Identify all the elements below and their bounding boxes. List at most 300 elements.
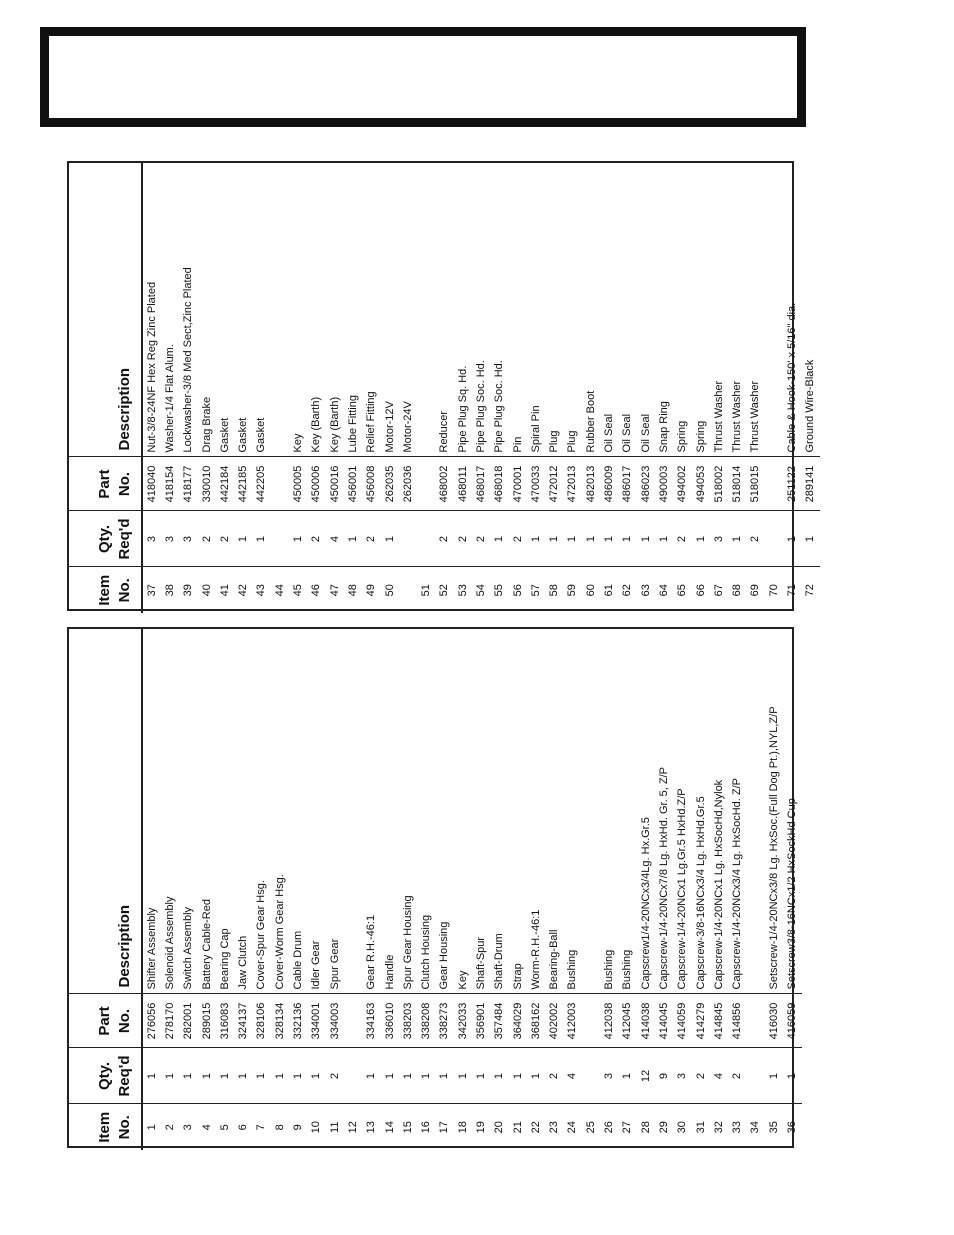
cell-qty-reqd: 2 bbox=[729, 1048, 747, 1104]
cell-description bbox=[765, 163, 783, 457]
table-row bbox=[747, 629, 765, 1150]
cell-description: Key (Barth) bbox=[328, 396, 341, 453]
cell-description: Ground Wire-Black bbox=[804, 359, 817, 453]
cell-item-no: 40 bbox=[198, 567, 216, 613]
cell-item-no: 11 bbox=[326, 1104, 344, 1150]
cell-item-no: 44 bbox=[271, 567, 289, 613]
cell-qty-reqd: 1 bbox=[491, 1048, 509, 1104]
cell-part-no: 494002 bbox=[674, 457, 692, 511]
cell-qty-reqd: 1 bbox=[399, 1048, 417, 1104]
cell-item-no: 69 bbox=[747, 567, 765, 613]
cell-qty-reqd bbox=[747, 1048, 765, 1104]
cell-qty-reqd: 1 bbox=[509, 1048, 527, 1104]
table-row bbox=[765, 629, 783, 1150]
cell-qty-reqd: 2 bbox=[363, 511, 381, 567]
table-row bbox=[472, 629, 490, 1150]
table-row bbox=[729, 629, 747, 1150]
header-qty: Qty. Req'd bbox=[69, 1048, 142, 1104]
table-row bbox=[765, 163, 783, 613]
cell-part-no bbox=[271, 457, 289, 511]
cell-qty-reqd: 1 bbox=[527, 511, 545, 567]
cell-part-no: 316083 bbox=[216, 994, 234, 1048]
table-row bbox=[381, 163, 399, 613]
parts-table-right bbox=[67, 161, 817, 611]
cell-qty-reqd: 1 bbox=[161, 1048, 179, 1104]
cell-qty-reqd: 2 bbox=[454, 511, 472, 567]
cell-item-no: 48 bbox=[344, 567, 362, 613]
cell-qty-reqd: 1 bbox=[765, 1048, 783, 1104]
table-row bbox=[729, 163, 747, 613]
cell-item-no: 6 bbox=[234, 1104, 252, 1150]
table-row bbox=[289, 163, 307, 613]
cell-description: Lockwasher-3/8 Med Sect,Zinc Plated bbox=[182, 267, 195, 453]
cell-item-no: 8 bbox=[271, 1104, 289, 1150]
cell-description: Clutch Housing bbox=[420, 914, 433, 990]
table-row bbox=[802, 163, 820, 613]
cell-part-no: 482013 bbox=[582, 457, 600, 511]
cell-description: Pipe Plug Sq. Hd. bbox=[456, 365, 469, 453]
cell-description: Cable & Hook-150' x 5/16" dia. bbox=[786, 302, 799, 453]
cell-item-no: 15 bbox=[399, 1104, 417, 1150]
cell-qty-reqd: 2 bbox=[546, 1048, 564, 1104]
table-row bbox=[527, 629, 545, 1150]
header-item: Item No. bbox=[69, 1104, 142, 1150]
cell-item-no: 25 bbox=[582, 1104, 600, 1150]
table-row bbox=[344, 629, 362, 1150]
table-row bbox=[783, 629, 801, 1150]
table-row bbox=[692, 163, 710, 613]
cell-item-no: 67 bbox=[710, 567, 728, 613]
cell-part-no: 490003 bbox=[655, 457, 673, 511]
cell-item-no: 26 bbox=[600, 1104, 618, 1150]
cell-qty-reqd: 1 bbox=[783, 511, 801, 567]
cell-item-no: 3 bbox=[180, 1104, 198, 1150]
table-row bbox=[234, 629, 252, 1150]
header-qty: Qty. Req'd bbox=[69, 511, 142, 567]
cell-part-no: 518014 bbox=[729, 457, 747, 511]
cell-part-no: 324137 bbox=[234, 994, 252, 1048]
cell-part-no: 456008 bbox=[363, 457, 381, 511]
cell-description: Setscrew3/8-16NCx1/2 HxSockHd Cup bbox=[786, 798, 799, 990]
cell-part-no bbox=[747, 994, 765, 1048]
cell-part-no: 442205 bbox=[253, 457, 271, 511]
cell-qty-reqd: 1 bbox=[472, 1048, 490, 1104]
cell-part-no: 414845 bbox=[710, 994, 728, 1048]
table-row bbox=[363, 629, 381, 1150]
cell-part-no: 338208 bbox=[417, 994, 435, 1048]
table-row bbox=[253, 629, 271, 1150]
cell-description: Gasket bbox=[255, 417, 268, 453]
cell-qty-reqd: 2 bbox=[747, 511, 765, 567]
cell-item-no: 23 bbox=[546, 1104, 564, 1150]
cell-item-no: 72 bbox=[802, 567, 820, 613]
cell-qty-reqd bbox=[582, 1048, 600, 1104]
cell-item-no: 13 bbox=[363, 1104, 381, 1150]
cell-part-no: 262036 bbox=[399, 457, 417, 511]
cell-qty-reqd: 1 bbox=[491, 511, 509, 567]
cell-part-no: 518015 bbox=[747, 457, 765, 511]
table-row bbox=[600, 163, 618, 613]
cell-part-no: 342033 bbox=[454, 994, 472, 1048]
cell-description bbox=[582, 629, 600, 994]
header-part: Part No. bbox=[69, 994, 142, 1048]
cell-part-no: 450006 bbox=[308, 457, 326, 511]
table-row bbox=[198, 629, 216, 1150]
header-item: Item No. bbox=[69, 567, 142, 613]
cell-part-no: 418040 bbox=[142, 457, 161, 511]
cell-item-no: 34 bbox=[747, 1104, 765, 1150]
cell-item-no: 71 bbox=[783, 567, 801, 613]
table-row bbox=[509, 163, 527, 613]
cell-description: Capscrew-1/4-20NCx3/4 Lg. HxSocHd. Z/P bbox=[731, 777, 744, 990]
table-row bbox=[564, 629, 582, 1150]
table-row bbox=[637, 163, 655, 613]
cell-item-no: 21 bbox=[509, 1104, 527, 1150]
cell-description: Pipe Plug Soc. Hd. bbox=[493, 360, 506, 453]
cell-qty-reqd: 4 bbox=[710, 1048, 728, 1104]
cell-qty-reqd: 1 bbox=[692, 511, 710, 567]
table-row bbox=[710, 629, 728, 1150]
cell-qty-reqd: 1 bbox=[142, 1048, 161, 1104]
cell-part-no: 262035 bbox=[381, 457, 399, 511]
cell-part-no: 356901 bbox=[472, 994, 490, 1048]
cell-qty-reqd: 2 bbox=[326, 1048, 344, 1104]
cell-description: Capscrew-1/4-20NCx1 Lg.Gr.5 HxHd.Z/P bbox=[676, 788, 689, 990]
cell-qty-reqd: 1 bbox=[253, 1048, 271, 1104]
cell-description: Reducer bbox=[438, 410, 451, 453]
cell-part-no: 486009 bbox=[600, 457, 618, 511]
cell-part-no: 330010 bbox=[198, 457, 216, 511]
cell-item-no: 9 bbox=[289, 1104, 307, 1150]
cell-item-no: 30 bbox=[674, 1104, 692, 1150]
header-description: Description bbox=[69, 163, 142, 457]
cell-description: Cover-Spur Gear Hsg. bbox=[255, 880, 268, 990]
table-row bbox=[527, 163, 545, 613]
cell-description: Bushing bbox=[603, 949, 616, 990]
cell-part-no: 486023 bbox=[637, 457, 655, 511]
cell-item-no: 57 bbox=[527, 567, 545, 613]
cell-part-no: 334003 bbox=[326, 994, 344, 1048]
cell-description: Solenoid Assembly bbox=[163, 896, 176, 990]
cell-description: Washer-1/4 Flat Alum. bbox=[163, 344, 176, 453]
table-row bbox=[399, 629, 417, 1150]
cell-qty-reqd: 9 bbox=[655, 1048, 673, 1104]
cell-description: Idler Gear bbox=[310, 940, 323, 990]
cell-item-no: 22 bbox=[527, 1104, 545, 1150]
cell-part-no: 442185 bbox=[234, 457, 252, 511]
table-row bbox=[655, 163, 673, 613]
header-part: Part No. bbox=[69, 457, 142, 511]
cell-description: Shaft-Drum bbox=[493, 933, 506, 990]
cell-qty-reqd bbox=[271, 511, 289, 567]
table-row bbox=[142, 163, 161, 613]
cell-part-no: 414856 bbox=[729, 994, 747, 1048]
cell-description: Spur Gear bbox=[328, 938, 341, 990]
table-row bbox=[491, 163, 509, 613]
cell-part-no: 468017 bbox=[472, 457, 490, 511]
cell-item-no: 1 bbox=[142, 1104, 161, 1150]
cell-part-no: 334163 bbox=[363, 994, 381, 1048]
cell-part-no: 414038 bbox=[637, 994, 655, 1048]
cell-item-no: 60 bbox=[582, 567, 600, 613]
table-row bbox=[546, 163, 564, 613]
table-row bbox=[161, 629, 179, 1150]
cell-description: Oil Seal bbox=[639, 413, 652, 453]
table-row bbox=[344, 163, 362, 613]
parts-table-left bbox=[67, 627, 799, 1148]
cell-description bbox=[271, 163, 289, 457]
cell-item-no: 28 bbox=[637, 1104, 655, 1150]
cell-item-no: 20 bbox=[491, 1104, 509, 1150]
table-row bbox=[417, 163, 435, 613]
cell-item-no: 49 bbox=[363, 567, 381, 613]
cell-description: Setscrew-1/4-20NCx3/8 Lg. HxSoc.(Full Dog Pt.),NYL,Z/P bbox=[767, 706, 780, 990]
cell-description: Shaft-Spur bbox=[474, 936, 487, 990]
cell-description: Oil Seal bbox=[603, 413, 616, 453]
cell-qty-reqd: 1 bbox=[802, 511, 820, 567]
cell-part-no bbox=[582, 994, 600, 1048]
cell-qty-reqd: 1 bbox=[308, 1048, 326, 1104]
cell-description: Bearing Cap bbox=[218, 928, 231, 990]
table-row bbox=[198, 163, 216, 613]
table-row bbox=[363, 163, 381, 613]
cell-description: Cable Drum bbox=[292, 930, 305, 990]
cell-description: Strap bbox=[511, 963, 524, 990]
table-row bbox=[655, 629, 673, 1150]
cell-part-no: 414045 bbox=[655, 994, 673, 1048]
cell-qty-reqd: 3 bbox=[142, 511, 161, 567]
cell-part-no: 278170 bbox=[161, 994, 179, 1048]
cell-part-no: 357484 bbox=[491, 994, 509, 1048]
cell-qty-reqd: 3 bbox=[600, 1048, 618, 1104]
table-row bbox=[289, 629, 307, 1150]
cell-qty-reqd: 4 bbox=[326, 511, 344, 567]
cell-part-no: 338273 bbox=[436, 994, 454, 1048]
cell-description: Lube Fitting bbox=[346, 395, 359, 453]
cell-description: Cover-Worm Gear Hsg. bbox=[273, 874, 286, 990]
table-row bbox=[417, 629, 435, 1150]
cell-item-no: 55 bbox=[491, 567, 509, 613]
cell-qty-reqd: 1 bbox=[344, 511, 362, 567]
table-row bbox=[710, 163, 728, 613]
cell-qty-reqd: 4 bbox=[564, 1048, 582, 1104]
cell-qty-reqd: 1 bbox=[619, 1048, 637, 1104]
table-row bbox=[326, 163, 344, 613]
cell-item-no: 59 bbox=[564, 567, 582, 613]
cell-description: Bushing bbox=[566, 949, 579, 990]
cell-description: Gasket bbox=[218, 417, 231, 453]
cell-part-no: 368162 bbox=[527, 994, 545, 1048]
cell-qty-reqd bbox=[399, 511, 417, 567]
cell-qty-reqd: 1 bbox=[729, 511, 747, 567]
cell-part-no: 470001 bbox=[509, 457, 527, 511]
cell-description: Thrust Washer bbox=[712, 380, 725, 453]
cell-item-no: 47 bbox=[326, 567, 344, 613]
table-row bbox=[399, 163, 417, 613]
cell-qty-reqd: 1 bbox=[783, 1048, 801, 1104]
table-row bbox=[253, 163, 271, 613]
cell-item-no: 32 bbox=[710, 1104, 728, 1150]
cell-qty-reqd bbox=[417, 511, 435, 567]
cell-part-no: 470033 bbox=[527, 457, 545, 511]
cell-item-no: 14 bbox=[381, 1104, 399, 1150]
cell-qty-reqd: 1 bbox=[198, 1048, 216, 1104]
cell-item-no: 42 bbox=[234, 567, 252, 613]
cell-description: Thrust Washer bbox=[749, 380, 762, 453]
cell-part-no bbox=[765, 457, 783, 511]
cell-item-no: 56 bbox=[509, 567, 527, 613]
cell-description: Bushing bbox=[621, 949, 634, 990]
cell-qty-reqd: 1 bbox=[436, 1048, 454, 1104]
cell-part-no: 338203 bbox=[399, 994, 417, 1048]
cell-description: Gasket bbox=[237, 417, 250, 453]
cell-description: Capscrew-1/4-20NCx1 Lg. HxSocHd,Nylok bbox=[712, 779, 725, 990]
cell-description: Oil Seal bbox=[621, 413, 634, 453]
cell-qty-reqd bbox=[765, 511, 783, 567]
cell-qty-reqd: 2 bbox=[692, 1048, 710, 1104]
cell-part-no: 468011 bbox=[454, 457, 472, 511]
cell-description bbox=[344, 629, 362, 994]
cell-description: Thrust Washer bbox=[731, 380, 744, 453]
cell-qty-reqd: 1 bbox=[234, 511, 252, 567]
cell-qty-reqd: 2 bbox=[198, 511, 216, 567]
cell-qty-reqd: 1 bbox=[180, 1048, 198, 1104]
cell-item-no: 16 bbox=[417, 1104, 435, 1150]
cell-part-no: 486017 bbox=[619, 457, 637, 511]
cell-description: Shifter Assembly bbox=[145, 907, 158, 990]
cell-qty-reqd: 1 bbox=[527, 1048, 545, 1104]
cell-qty-reqd: 1 bbox=[363, 1048, 381, 1104]
cell-item-no: 50 bbox=[381, 567, 399, 613]
cell-qty-reqd: 12 bbox=[637, 1048, 655, 1104]
cell-qty-reqd: 3 bbox=[161, 511, 179, 567]
cell-description: Motor-12V bbox=[383, 401, 396, 453]
cell-part-no: 468002 bbox=[436, 457, 454, 511]
cell-item-no: 29 bbox=[655, 1104, 673, 1150]
cell-part-no: 518002 bbox=[710, 457, 728, 511]
table-row bbox=[436, 629, 454, 1150]
cell-description: Snap Ring bbox=[657, 401, 670, 453]
table-row bbox=[472, 163, 490, 613]
cell-description: Spiral Pin bbox=[529, 405, 542, 453]
table-row bbox=[436, 163, 454, 613]
cell-part-no: 334001 bbox=[308, 994, 326, 1048]
table-row bbox=[491, 629, 509, 1150]
cell-description: Worm-R.H.-46:1 bbox=[529, 909, 542, 990]
cell-item-no: 19 bbox=[472, 1104, 490, 1150]
cell-item-no: 33 bbox=[729, 1104, 747, 1150]
cell-part-no: 332136 bbox=[289, 994, 307, 1048]
table-row bbox=[180, 163, 198, 613]
cell-item-no bbox=[399, 567, 417, 613]
table-row bbox=[216, 163, 234, 613]
cell-description: Drag Brake bbox=[200, 396, 213, 453]
cell-qty-reqd: 1 bbox=[289, 1048, 307, 1104]
table-row bbox=[308, 163, 326, 613]
cell-part-no bbox=[417, 457, 435, 511]
cell-description: Jaw Clutch bbox=[237, 935, 250, 990]
cell-part-no bbox=[344, 994, 362, 1048]
cell-item-no: 17 bbox=[436, 1104, 454, 1150]
title-banner bbox=[40, 27, 806, 127]
cell-qty-reqd bbox=[344, 1048, 362, 1104]
cell-description: Spur Gear Housing bbox=[401, 895, 414, 990]
cell-qty-reqd: 1 bbox=[619, 511, 637, 567]
header-description: Description bbox=[69, 629, 142, 994]
cell-qty-reqd: 1 bbox=[381, 511, 399, 567]
cell-part-no: 276056 bbox=[142, 994, 161, 1048]
cell-part-no: 442184 bbox=[216, 457, 234, 511]
cell-item-no: 12 bbox=[344, 1104, 362, 1150]
cell-part-no: 289141 bbox=[802, 457, 820, 511]
cell-qty-reqd: 1 bbox=[600, 511, 618, 567]
table-row bbox=[619, 629, 637, 1150]
table-row bbox=[161, 163, 179, 613]
cell-part-no: 472013 bbox=[564, 457, 582, 511]
cell-qty-reqd: 1 bbox=[271, 1048, 289, 1104]
cell-part-no: 416059 bbox=[783, 994, 801, 1048]
table-row bbox=[564, 163, 582, 613]
cell-part-no: 336010 bbox=[381, 994, 399, 1048]
cell-qty-reqd: 1 bbox=[454, 1048, 472, 1104]
cell-qty-reqd: 1 bbox=[216, 1048, 234, 1104]
cell-qty-reqd: 1 bbox=[655, 511, 673, 567]
cell-item-no: 45 bbox=[289, 567, 307, 613]
cell-part-no: 450016 bbox=[326, 457, 344, 511]
cell-qty-reqd: 3 bbox=[710, 511, 728, 567]
cell-item-no: 66 bbox=[692, 567, 710, 613]
cell-part-no: 450005 bbox=[289, 457, 307, 511]
table-row bbox=[674, 163, 692, 613]
table-row bbox=[454, 163, 472, 613]
cell-part-no: 364029 bbox=[509, 994, 527, 1048]
cell-description bbox=[417, 163, 435, 457]
cell-item-no: 51 bbox=[417, 567, 435, 613]
cell-part-no: 402002 bbox=[546, 994, 564, 1048]
cell-part-no: 416030 bbox=[765, 994, 783, 1048]
cell-item-no: 52 bbox=[436, 567, 454, 613]
cell-part-no: 328134 bbox=[271, 994, 289, 1048]
cell-description: Handle bbox=[383, 954, 396, 990]
cell-part-no: 494053 bbox=[692, 457, 710, 511]
cell-item-no: 65 bbox=[674, 567, 692, 613]
cell-description: Rubber Boot bbox=[584, 390, 597, 453]
cell-qty-reqd: 2 bbox=[216, 511, 234, 567]
table-row bbox=[582, 629, 600, 1150]
cell-description: Key bbox=[292, 433, 305, 453]
cell-description: Key bbox=[456, 970, 469, 990]
cell-item-no: 63 bbox=[637, 567, 655, 613]
cell-part-no: 328106 bbox=[253, 994, 271, 1048]
cell-item-no: 31 bbox=[692, 1104, 710, 1150]
cell-item-no: 61 bbox=[600, 567, 618, 613]
cell-part-no: 414279 bbox=[692, 994, 710, 1048]
cell-item-no: 10 bbox=[308, 1104, 326, 1150]
table-row bbox=[582, 163, 600, 613]
table-row bbox=[637, 629, 655, 1150]
table-row bbox=[381, 629, 399, 1150]
table-row bbox=[180, 629, 198, 1150]
cell-item-no: 5 bbox=[216, 1104, 234, 1150]
cell-qty-reqd: 1 bbox=[253, 511, 271, 567]
cell-part-no: 412003 bbox=[564, 994, 582, 1048]
cell-part-no: 289015 bbox=[198, 994, 216, 1048]
cell-description: Motor-24V bbox=[401, 401, 414, 453]
cell-part-no: 251122 bbox=[783, 457, 801, 511]
cell-item-no: 58 bbox=[546, 567, 564, 613]
table-row bbox=[600, 629, 618, 1150]
table-row bbox=[216, 629, 234, 1150]
